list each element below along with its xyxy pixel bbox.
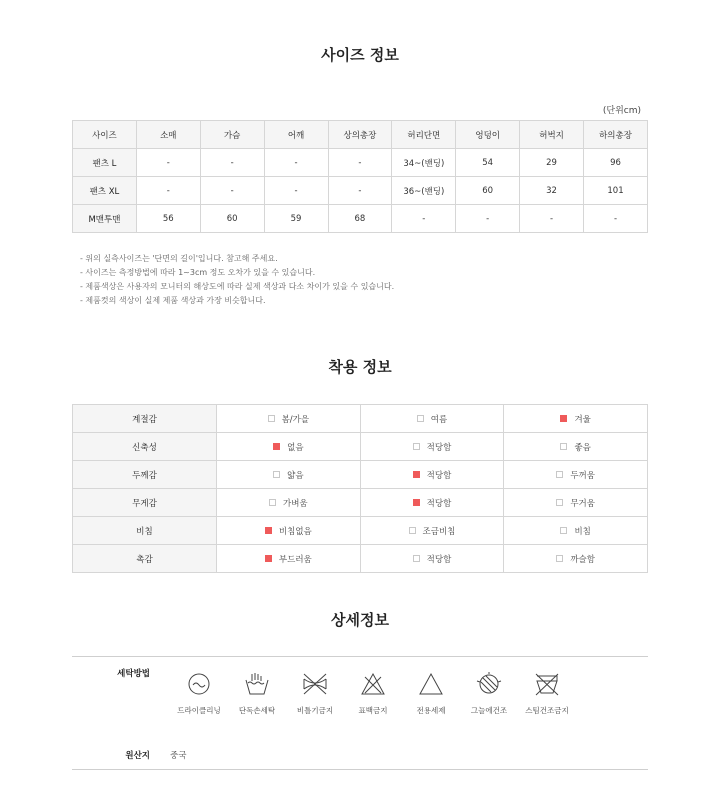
size-notes [80,252,394,308]
care-label: 드라이클리닝 [177,706,221,715]
fit-option-cell [504,489,648,517]
header-cell: 엉덩이 [456,121,520,149]
fit-option [361,525,504,537]
table-cell: - [200,177,264,205]
table-cell: 54 [456,149,520,177]
fit-option-label: 까슬함 [570,554,595,565]
detail-info-title: 상세정보 [331,611,389,629]
table-cell: 101 [584,177,648,205]
fit-option-cell [360,405,504,433]
header-cell: 가슴 [200,121,264,149]
fit-row-label: 신축성 [73,433,217,461]
fit-option-label: 봄/가을 [281,414,310,425]
table-row [73,149,648,177]
fit-option-label: 적당함 [426,442,452,453]
fit-option [361,413,504,425]
care-item [170,671,228,716]
fit-option-cell [504,545,648,573]
table-cell: - [584,205,648,233]
fit-option-label: 부드러움 [278,554,312,565]
note-line: - 제품컷의 색상이 실제 제품 색상과 가장 비슷합니다. [80,296,266,305]
fit-option-label: 없음 [287,442,304,453]
note-line: - 제품색상은 사용자의 모니터의 해상도에 따라 실제 색상과 다소 차이가 있을 수 있습니다. [80,282,395,291]
table-cell: - [328,149,392,177]
unchecked-box [413,443,420,450]
header-cell: 허벅지 [520,121,584,149]
no-wring-icon [301,671,329,697]
header-cell: 어깨 [264,121,328,149]
unit-label: (단위cm) [602,106,641,116]
note-line: - 위의 실측사이즈는 '단면의 길이'입니다. 참고해 주세요. [80,254,278,263]
detail-panel [72,656,648,770]
header-cell: 상의총장 [328,121,392,149]
checked-box [413,471,420,478]
fit-option-label: 적당함 [426,554,452,565]
fit-option [361,553,504,565]
unchecked-box [268,415,275,422]
fit-option-cell [217,405,361,433]
care-icons [170,671,576,716]
header-cell: 허리단면 [392,121,456,149]
header-cell: 하의총장 [584,121,648,149]
fit-row-label: 두께감 [73,461,217,489]
table-cell: 60 [200,205,264,233]
table-cell: - [456,205,520,233]
unchecked-box [413,555,420,562]
checked-box [560,415,567,422]
table-cell: 29 [520,149,584,177]
care-label: 스팀건조금지 [525,706,569,715]
unchecked-box [560,443,567,450]
fit-row-label: 무게감 [73,489,217,517]
fit-option-cell [217,517,361,545]
unchecked-box [556,499,563,506]
fit-option-cell [504,461,648,489]
fit-option [504,413,647,425]
fit-row [73,433,648,461]
fit-option [217,469,360,481]
fit-option-label: 겨울 [574,414,591,425]
fit-row [73,489,648,517]
dry-clean-icon [185,671,213,697]
care-item [344,671,402,716]
fit-option-cell [360,545,504,573]
table-cell: 68 [328,205,392,233]
fit-row-label: 촉감 [73,545,217,573]
fit-option [361,441,504,453]
table-cell: 36~(밴딩) [392,177,456,205]
row-header: M맨투맨 [73,205,137,233]
unchecked-box [417,415,424,422]
fit-option [504,553,647,565]
fit-option [361,497,504,509]
shade-dry-icon [475,671,503,697]
fit-option-cell [360,461,504,489]
fit-option-label: 얇음 [287,470,304,481]
table-cell: 56 [136,205,200,233]
fit-row [73,405,648,433]
table-cell: - [520,205,584,233]
fit-option-label: 적당함 [426,470,452,481]
header-cell: 사이즈 [73,121,137,149]
fit-row-label: 비침 [73,517,217,545]
fit-row [73,461,648,489]
fit-info-title: 착용 정보 [328,358,392,376]
unchecked-box [560,527,567,534]
checked-box [265,527,272,534]
fit-option [217,553,360,565]
size-table-header [73,121,648,149]
fit-option-cell [217,545,361,573]
care-item [228,671,286,716]
fit-table [72,404,648,573]
unchecked-box [269,499,276,506]
table-cell: - [328,177,392,205]
unchecked-box [273,471,280,478]
care-item [402,671,460,716]
table-cell: 59 [264,205,328,233]
fit-option [504,469,647,481]
no-bleach-icon [359,671,387,697]
fit-option-cell [504,405,648,433]
fit-option-label: 좋음 [574,442,591,453]
care-item [518,671,576,716]
table-cell: - [136,177,200,205]
care-item [286,671,344,716]
table-row [73,205,648,233]
checked-box [265,555,272,562]
origin-value: 중국 [170,751,187,761]
unchecked-box [556,555,563,562]
fit-option [217,497,360,509]
table-cell: - [392,205,456,233]
fit-option-cell [360,489,504,517]
row-header: 팬츠 XL [73,177,137,205]
care-item [460,671,518,716]
fit-option-cell [217,433,361,461]
fit-option [504,497,647,509]
care-label: 단독손세탁 [238,706,276,715]
checked-box [413,499,420,506]
fit-option-label: 두꺼움 [570,470,595,481]
care-label: 표백금지 [358,706,388,715]
unchecked-box [556,471,563,478]
care-label: 전용세제 [416,706,446,715]
fit-option [361,469,504,481]
fit-option-label: 적당함 [426,498,452,509]
fit-option [217,413,360,425]
table-cell: - [200,149,264,177]
row-header: 팬츠 L [73,149,137,177]
care-label: 그늘에건조 [470,706,508,715]
fit-option-cell [504,433,648,461]
checked-box [273,443,280,450]
table-cell: - [264,177,328,205]
note-line: - 사이즈는 측정방법에 따라 1~3cm 정도 오차가 있을 수 있습니다. [80,268,316,277]
fit-option-label: 비침 [574,526,591,537]
fit-option [504,441,647,453]
fit-option-label: 비침없음 [278,526,312,537]
unchecked-box [409,527,416,534]
fit-option-cell [360,433,504,461]
table-cell: 60 [456,177,520,205]
table-cell: - [136,149,200,177]
fit-option-cell [217,461,361,489]
table-cell: 32 [520,177,584,205]
fit-option-cell [504,517,648,545]
care-label: 비틀기금지 [296,706,334,715]
size-table [72,120,648,233]
table-cell: 34~(밴딩) [392,149,456,177]
fit-option [217,525,360,537]
table-cell: - [264,149,328,177]
fit-option [217,441,360,453]
fit-row [73,517,648,545]
fit-option [504,525,647,537]
table-row [73,177,648,205]
fit-option-label: 조금비침 [422,526,456,537]
fit-option-cell [217,489,361,517]
fit-option-label: 가벼움 [283,498,308,509]
origin-label: 원산지 [125,751,150,761]
bleach-icon [417,671,445,697]
fit-option-label: 무거움 [570,498,595,509]
fit-row-label: 계절감 [73,405,217,433]
fit-option-label: 여름 [430,414,448,425]
table-cell: 96 [584,149,648,177]
hand-wash-icon [243,671,271,697]
no-tumble-dry-icon [533,671,561,697]
header-cell: 소매 [136,121,200,149]
fit-option-cell [360,517,504,545]
size-info-title: 사이즈 정보 [321,46,399,64]
wash-method-label: 세탁방법 [117,669,150,679]
fit-row [73,545,648,573]
